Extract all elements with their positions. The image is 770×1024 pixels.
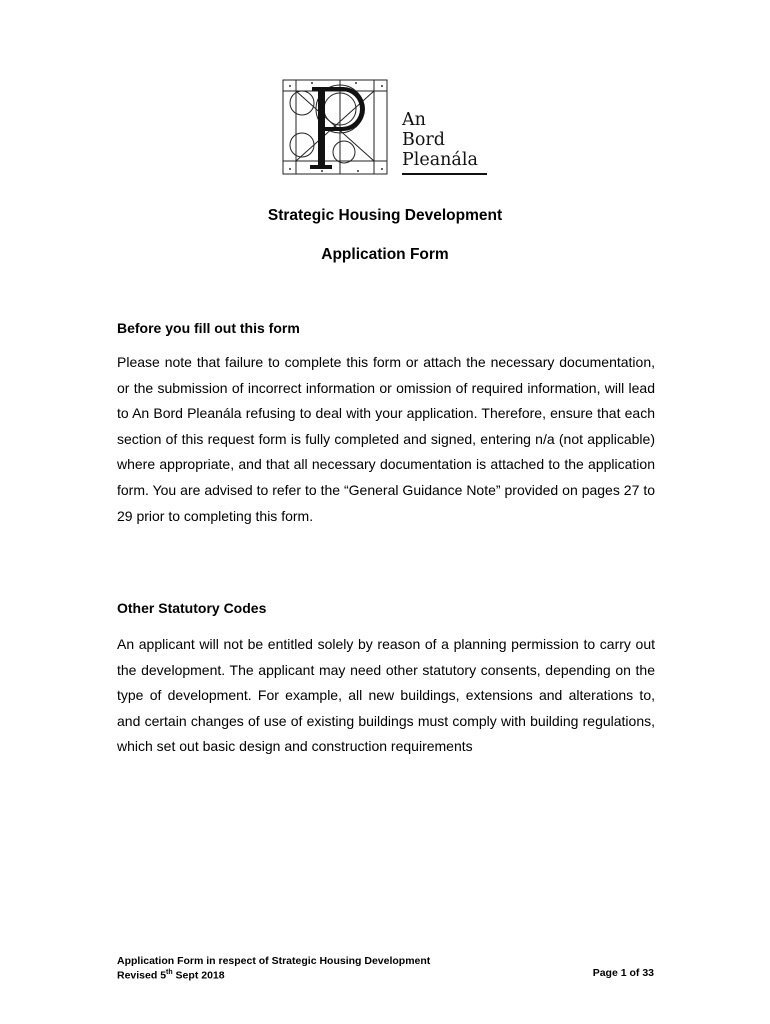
footer-form-description: Application Form in respect of Strategic Housing Development — [117, 955, 431, 967]
document-subtitle: Application Form — [321, 246, 449, 263]
footer-revised-suffix: Sept 2018 — [172, 969, 225, 982]
section-body-before-you-fill: Please note that failure to complete this form or attach the necessary documentation, or the submission of incorrect information or omission of required information, will lead to An Bord Pleanála refusing to deal with your application. Therefore, ensure that each section of this request form is fully completed and signed, entering n/a (not applicable) where appropriate, and that all necessary documentation is attached to the application form. You are advised to refer to the “General Guidance Note” provided on pages 27 to 29 prior to completing this form. — [117, 354, 655, 524]
an-bord-pleanala-logo — [282, 77, 492, 182]
logo-p-monogram-icon — [282, 77, 394, 180]
page-footer — [117, 955, 430, 982]
footer-revised-sup: th — [166, 969, 173, 976]
section-heading-statutory-codes: Other Statutory Codes — [117, 600, 267, 616]
section-body-statutory-codes: An applicant will not be entitled solely by reason of a planning permission to carry out the development. The applicant may need other statutory consents, depending on the type of development. For example, all new buildings, extensions and alterations to, and certain changes of use of existing buildings must comply with building regulations, which set out basic design and construction requirements — [117, 636, 655, 755]
document-title: Strategic Housing Development — [267, 207, 503, 224]
logo-line-1: An — [402, 110, 426, 130]
logo-line-3: Pleanála — [402, 150, 478, 170]
footer-revised-prefix: Revised 5 — [117, 969, 167, 982]
page-number: Page 1 of 33 — [592, 967, 654, 979]
logo-underline — [402, 173, 487, 175]
logo-line-2: Bord — [402, 130, 445, 150]
footer-revision-date — [117, 967, 430, 982]
section-heading-before-you-fill: Before you fill out this form — [117, 320, 300, 336]
logo-wordmark — [402, 110, 478, 170]
